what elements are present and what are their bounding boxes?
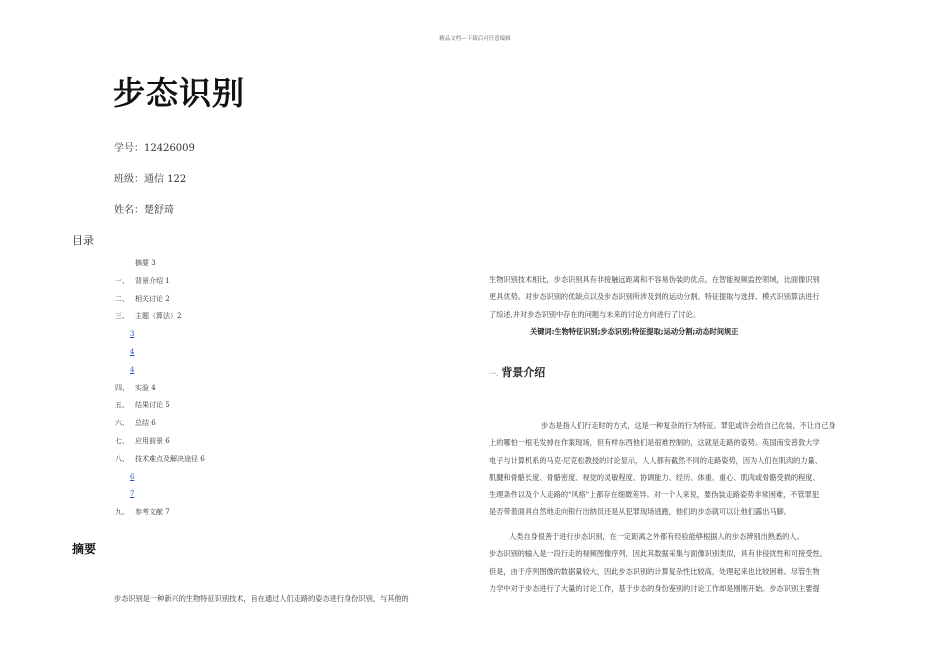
toc-label: 参考文献 7	[135, 508, 170, 517]
toc-heading: 目录	[72, 234, 94, 247]
student-name: 姓名：楚舒琦	[114, 205, 174, 216]
toc-page-link[interactable]: 4	[130, 347, 135, 356]
document-title: 步态识别	[113, 74, 246, 112]
text-line: 更具优势。对步态识别的优缺点以及步态识别所涉及到的运动分割、特征提取与选择、模式识别算法进行	[489, 292, 820, 302]
toc-number: 七、	[115, 436, 129, 445]
toc-label: 主题（算法）2	[135, 312, 182, 321]
abstract-continuation	[489, 271, 878, 323]
toc-page-link[interactable]: 3	[130, 330, 135, 339]
toc-number: 九、	[115, 508, 129, 517]
keywords: 关键词:生物特征识别;步态识别;特征提取;运动分割;动态时间规正	[530, 327, 739, 336]
toc-label: 应用前景 6	[135, 436, 170, 445]
text-line: 了综述,并对步态识别中存在的问题与未来的讨论方向进行了讨论。	[489, 309, 700, 319]
toc-subitem	[115, 344, 415, 362]
toc-item[interactable]	[115, 433, 415, 451]
toc-item[interactable]	[115, 397, 415, 415]
toc-label: 背景介绍 1	[135, 276, 170, 285]
text-line: 电子与计算机系的马克·尼克松教授的讨论显示，人人都有截然不同的走路姿势，因为人们在肌肉的力量、	[489, 455, 822, 465]
toc-label: 摘要 3	[135, 259, 156, 267]
toc-item[interactable]	[115, 380, 415, 398]
toc-item[interactable]	[115, 255, 415, 273]
toc-item[interactable]	[115, 504, 415, 522]
text-line: 生理条件以及个人走路的"风格"上都存在细微差异。对一个人来说，要伪装走路姿势非常困难，不管罪犯	[489, 490, 820, 500]
text-line: 力学中对于步态进行了大量的讨论工作，基于步态的身份鉴别的讨论工作却是刚刚开始。步态识别主要提	[489, 583, 820, 593]
toc-item[interactable]	[115, 273, 415, 291]
text-line: 上的哪怕一根毛发掉在作案现场，但有样东西他们是很难控制的，这就是走路的姿势。英国南安普敦大学	[489, 438, 820, 448]
toc-page-link[interactable]: 6	[130, 472, 135, 481]
paragraph-1	[489, 417, 878, 521]
toc-number: 四、	[115, 383, 129, 392]
toc-number: 八、	[115, 454, 129, 463]
toc-number: 一、	[115, 276, 129, 285]
paragraph-2	[489, 528, 878, 597]
text-line: 人类自身很善于进行步态识别，在一定距离之外都有经验能够根据人的步态辨别出熟悉的人。	[509, 532, 804, 541]
toc-label: 总结 6	[135, 419, 156, 428]
abstract-first-line: 步态识别是一种新兴的生物特征识别技术，旨在通过人们走路的姿态进行身份识别，与其他的	[114, 594, 409, 603]
toc-item[interactable]	[115, 451, 415, 469]
toc-label: 结果讨论 5	[135, 401, 170, 410]
toc-number: 五、	[115, 401, 129, 410]
student-id: 学号：12426009	[114, 143, 195, 154]
toc-number: 二、	[115, 294, 129, 303]
toc-item[interactable]	[115, 415, 415, 433]
toc-page-link[interactable]: 4	[130, 365, 135, 374]
text-line: 步态是指人们行走时的方式，这是一种复杂的行为特征。罪犯或许会给自己化装，不让自己身	[541, 421, 836, 430]
toc-subitem	[115, 486, 415, 504]
section-number: 一.	[489, 370, 499, 378]
text-line: 肌腱和骨骼长度、骨骼密度、视觉的灵敏程度、协调能力、经历、体重、重心、肌肉或骨骼受损的程度、	[489, 472, 820, 482]
page-watermark: 精品文档---下载后可任意编辑	[439, 36, 511, 42]
toc-item[interactable]	[115, 308, 415, 326]
toc-number: 六、	[115, 419, 129, 428]
toc-number: 三、	[115, 312, 129, 321]
text-line: 步态识别的输入是一段行走的视频图像序列，因此其数据采集与面像识别类似，具有非侵扰性和可接受性。	[489, 549, 827, 559]
section-heading	[489, 364, 545, 380]
toc-page-link[interactable]: 7	[130, 490, 135, 499]
abstract-heading: 摘要	[72, 542, 97, 556]
text-line: 生物识别技术相比，步态识别具有非接触远距离和不容易伪装的优点。在智能视频监控领域，比面像识别	[489, 275, 820, 284]
toc-label: 实验 4	[135, 383, 156, 392]
table-of-contents	[115, 255, 415, 522]
toc-subitem	[115, 326, 415, 344]
text-line: 是否带着面具自然地走向银行出纳员还是从犯罪现场逃跑，他们的步态就可以让他们露出马脚。	[489, 507, 791, 517]
toc-label: 技术难点及解决途径 6	[135, 454, 205, 463]
section-title: 背景介绍	[501, 366, 546, 379]
toc-subitem	[115, 362, 415, 380]
toc-subitem	[115, 469, 415, 487]
toc-label: 相关讨论 2	[135, 294, 170, 303]
text-line: 但是，由于序列图像的数据量较大，因此步态识别的计算复杂性比较高，处理起来也比较困难。尽管生物	[489, 566, 820, 576]
toc-item[interactable]	[115, 291, 415, 309]
class-info: 班级：通信 122	[114, 174, 187, 185]
